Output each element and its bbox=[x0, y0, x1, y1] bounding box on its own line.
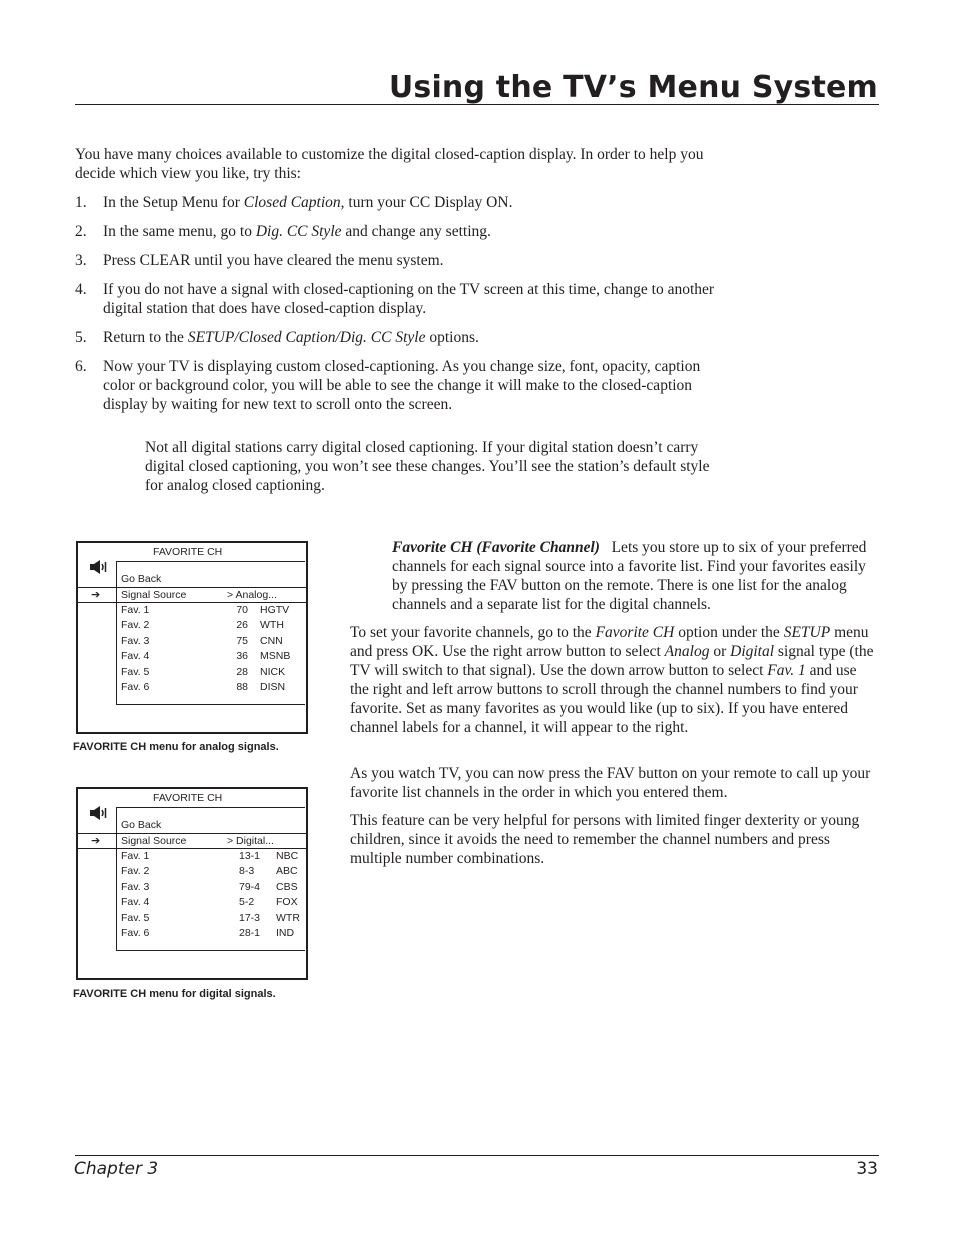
favorite-channel-name: CBS bbox=[276, 881, 298, 893]
step-text: Return to the bbox=[103, 329, 188, 346]
intro-paragraph: You have many choices available to customize the digital closed-caption display. In order to help you decide which view you like, try this: bbox=[75, 146, 704, 182]
favorite-channel-number: 8-3 bbox=[239, 865, 255, 877]
note-paragraph: Not all digital stations carry digital closed captioning. If your digital station doesn’t carry digital closed captioning, you won’t see these changes. You’ll see the station’s default style for analog closed captioning. bbox=[145, 439, 710, 494]
favorite-channel-number: 28 bbox=[236, 666, 248, 678]
favorite-channel-name: FOX bbox=[276, 896, 298, 908]
favorite-channel-name: MSNB bbox=[260, 650, 291, 662]
favorite-channel-name: CNN bbox=[260, 635, 283, 647]
favorite-label: Fav. 3 bbox=[121, 881, 150, 893]
favorite-channel-name: IND bbox=[276, 927, 295, 939]
arrow-right-icon: ➔ bbox=[91, 589, 101, 601]
step-item bbox=[75, 222, 725, 241]
favorite-channel-number: 36 bbox=[236, 650, 248, 662]
favorite-channel-name: WTR bbox=[276, 912, 300, 924]
page-title: Using the TV’s Menu System bbox=[388, 70, 878, 105]
step-emphasis: SETUP/Closed Caption/Dig. CC Style bbox=[187, 329, 426, 346]
favorite-channel-name: DISN bbox=[260, 681, 286, 693]
figure-caption-digital: FAVORITE CH menu for digital signals. bbox=[73, 988, 276, 1000]
favorite-ch-menu-digital bbox=[76, 787, 308, 980]
step-number: 4. bbox=[75, 281, 87, 298]
section-heading: Favorite CH (Favorite Channel) bbox=[392, 539, 600, 556]
favorite-channel-number: 79-4 bbox=[239, 881, 261, 893]
para-emphasis: SETUP bbox=[783, 624, 831, 641]
favorite-channel-name: ABC bbox=[276, 865, 298, 877]
favorite-ch-description bbox=[392, 538, 877, 614]
favorite-channel-number: 26 bbox=[236, 619, 248, 631]
page-number: 33 bbox=[856, 1159, 878, 1179]
favorite-row[interactable] bbox=[121, 650, 301, 664]
step-number: 6. bbox=[75, 358, 87, 375]
favorite-label: Fav. 2 bbox=[121, 865, 150, 877]
favorite-channel-name: WTH bbox=[260, 619, 284, 631]
favorite-row[interactable] bbox=[121, 912, 301, 926]
para-text: menu and press OK. Use the right arrow button to select bbox=[350, 624, 869, 660]
favorite-channel-name: NICK bbox=[260, 666, 286, 678]
para-emphasis: Digital bbox=[730, 643, 775, 660]
favorite-label: Fav. 4 bbox=[121, 896, 150, 908]
step-number: 5. bbox=[75, 329, 87, 346]
favorite-row[interactable] bbox=[121, 619, 301, 633]
signal-source-value: > Analog... bbox=[227, 589, 277, 601]
signal-source-value: > Digital... bbox=[227, 835, 274, 847]
menu-title: FAVORITE CH bbox=[153, 792, 223, 804]
favorite-label: Fav. 6 bbox=[121, 681, 150, 693]
helpful-paragraph: This feature can be very helpful for persons with limited finger dexterity or young children, since it avoids the need to remember the channel numbers and press multiple number combinations. bbox=[350, 812, 860, 867]
favorite-label: Fav. 2 bbox=[121, 619, 150, 631]
watch-paragraph: As you watch TV, you can now press the FAV button on your remote to call up your favorite list channels in the order in which you entered them. bbox=[350, 765, 871, 801]
favorite-channel-number: 13-1 bbox=[239, 850, 261, 862]
para-emphasis: Analog bbox=[664, 643, 710, 660]
favorite-label: Fav. 1 bbox=[121, 604, 150, 616]
favorite-row[interactable] bbox=[121, 865, 301, 879]
step-number: 1. bbox=[75, 194, 87, 211]
favorite-row[interactable] bbox=[121, 896, 301, 910]
step-item bbox=[75, 280, 725, 318]
favorite-channel-number: 88 bbox=[236, 681, 248, 693]
signal-source-row[interactable] bbox=[78, 587, 306, 603]
step-text: In the Setup Menu for bbox=[103, 194, 244, 211]
para-text: To set your favorite channels, go to the bbox=[350, 624, 596, 641]
go-back-item[interactable]: Go Back bbox=[121, 819, 162, 831]
menu-title: FAVORITE CH bbox=[153, 546, 223, 558]
step-item bbox=[75, 328, 725, 347]
favorite-channel-number: 17-3 bbox=[239, 912, 261, 924]
favorite-channel-name: HGTV bbox=[260, 604, 290, 616]
step-item bbox=[75, 193, 725, 212]
speaker-icon bbox=[89, 805, 109, 821]
step-emphasis: Closed Caption bbox=[243, 194, 341, 211]
step-text: In the same menu, go to bbox=[103, 223, 256, 240]
favorite-label: Fav. 3 bbox=[121, 635, 150, 647]
para-text: signal type (the TV will switch to that signal). Use the down arrow button to select bbox=[350, 643, 874, 679]
step-number: 2. bbox=[75, 223, 87, 240]
para-emphasis: Favorite CH bbox=[595, 624, 675, 641]
go-back-item[interactable]: Go Back bbox=[121, 573, 162, 585]
arrow-right-icon: ➔ bbox=[91, 835, 101, 847]
step-text: and change any setting. bbox=[341, 223, 491, 240]
favorite-label: Fav. 5 bbox=[121, 912, 150, 924]
favorite-row[interactable] bbox=[121, 850, 301, 864]
para-text: or bbox=[709, 643, 731, 660]
footer-rule bbox=[75, 1155, 879, 1156]
para-text: and use the right and left arrow buttons to scroll through the channel numbers to find your favorite. Set as many favorites as you would like (up to six). If you have entered channel labels for a channel, it will appear to the right. bbox=[350, 662, 858, 736]
signal-source-label: Signal Source bbox=[121, 589, 187, 601]
steps-list bbox=[75, 193, 725, 424]
step-number: 3. bbox=[75, 252, 87, 269]
favorite-row[interactable] bbox=[121, 881, 301, 895]
favorite-label: Fav. 6 bbox=[121, 927, 150, 939]
step-item bbox=[75, 357, 725, 414]
favorite-label: Fav. 4 bbox=[121, 650, 150, 662]
favorite-channel-number: 75 bbox=[236, 635, 248, 647]
favorite-channel-number: 28-1 bbox=[239, 927, 261, 939]
favorite-label: Fav. 1 bbox=[121, 850, 150, 862]
step-text: Now your TV is displaying custom closed-captioning. As you change size, font, opacity, caption color or background color, you will be able to see the change it will make to the closed-caption display by waiting for new text to scroll onto the screen. bbox=[103, 358, 701, 413]
footer-chapter: Chapter 3 bbox=[74, 1159, 159, 1179]
figure-caption-analog: FAVORITE CH menu for analog signals. bbox=[73, 741, 279, 753]
title-rule bbox=[75, 104, 879, 105]
favorite-channel-name: NBC bbox=[276, 850, 299, 862]
favorite-ch-menu-analog bbox=[76, 541, 308, 734]
favorite-channel-number: 70 bbox=[236, 604, 248, 616]
step-text: options. bbox=[425, 329, 479, 346]
step-text: If you do not have a signal with closed-captioning on the TV screen at this time, change to another digital station that does have closed-caption display. bbox=[103, 281, 715, 317]
favorite-label: Fav. 5 bbox=[121, 666, 150, 678]
para-emphasis: Fav. 1 bbox=[767, 662, 806, 679]
favorite-channel-number: 5-2 bbox=[239, 896, 255, 908]
favorite-row[interactable] bbox=[121, 681, 301, 695]
step-item bbox=[75, 251, 725, 270]
step-text: Press CLEAR until you have cleared the menu system. bbox=[103, 252, 444, 269]
favorite-row[interactable] bbox=[121, 666, 301, 680]
favorite-row[interactable] bbox=[121, 635, 301, 649]
para-text: option under the bbox=[674, 624, 784, 641]
step-emphasis: Dig. CC Style bbox=[255, 223, 342, 240]
step-text: , turn your CC Display ON. bbox=[340, 194, 513, 211]
speaker-icon bbox=[89, 559, 109, 575]
signal-source-row[interactable] bbox=[78, 833, 306, 849]
section-text: Lets you store up to six of your preferred channels for each signal source into a favorite list. Find your favorites easily by pressing the FAV button on the remote. There is one list for the analog channels and a separate list for the digital channels. bbox=[392, 539, 867, 613]
favorite-row[interactable] bbox=[121, 927, 301, 941]
signal-source-label: Signal Source bbox=[121, 835, 187, 847]
set-favorites-paragraph bbox=[350, 623, 875, 737]
favorite-row[interactable] bbox=[121, 604, 301, 618]
